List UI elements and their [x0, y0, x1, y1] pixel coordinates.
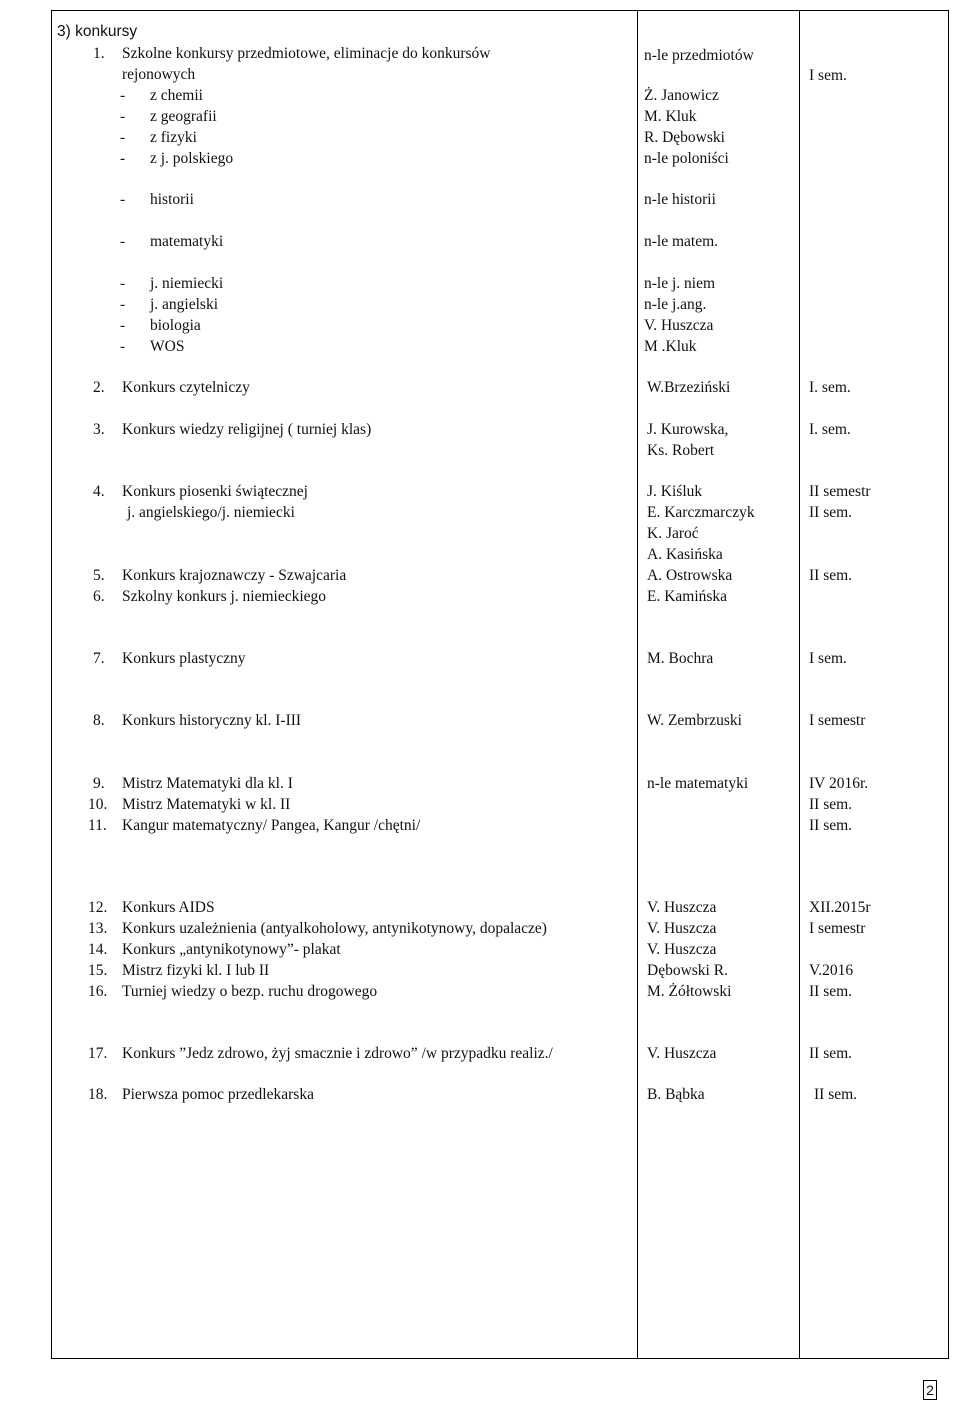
responsible: E. Karczmarczyk [647, 504, 755, 521]
responsible: V. Huszcza [647, 1045, 717, 1062]
item-number: 16. [88, 983, 108, 1000]
term: II semestr [809, 483, 871, 500]
dash: - [120, 317, 126, 334]
sub-item: WOS [150, 338, 185, 355]
dash: - [120, 108, 126, 125]
responsible: M. Bochra [647, 650, 714, 667]
item-number: 2. [93, 379, 105, 396]
term: IV 2016r. [809, 775, 869, 792]
responsible: M .Kluk [644, 338, 697, 355]
item-text: Konkurs wiedzy religijnej ( turniej klas) [122, 421, 372, 438]
item-text: Konkurs ”Jedz zdrowo, żyj smacznie i zdrowo” /w przypadku realiz./ [122, 1045, 553, 1062]
item-text: Konkurs plastyczny [122, 650, 246, 667]
term: I semestr [809, 920, 866, 937]
item-text: Konkurs czytelniczy [122, 379, 250, 396]
section-title: 3) konkursy [57, 23, 138, 40]
item-text: Konkurs AIDS [122, 899, 215, 916]
responsible: n-le historii [644, 191, 716, 208]
responsible: K. Jaroć [647, 525, 699, 542]
sub-item: j. niemiecki [150, 275, 224, 292]
responsible: Dębowski R. [647, 962, 728, 979]
term: II sem. [814, 1086, 858, 1103]
item-number: 15. [88, 962, 108, 979]
item-text: Mistrz fizyki kl. I lub II [122, 962, 270, 979]
responsible: n-le matem. [644, 233, 719, 250]
dash: - [120, 87, 126, 104]
item-text: Konkurs „antynikotynowy”- plakat [122, 941, 341, 958]
item-text: Konkurs historyczny kl. I-III [122, 712, 302, 729]
item-text: j. angielskiego/j. niemiecki [127, 504, 295, 521]
item-number: 11. [88, 817, 107, 834]
responsible: V. Huszcza [644, 317, 714, 334]
item-text: Konkurs piosenki świątecznej [122, 483, 308, 500]
responsible: J. Kiśluk [647, 483, 703, 500]
responsible: Ks. Robert [647, 442, 715, 459]
sub-item: matematyki [150, 233, 224, 250]
term: V.2016 [809, 962, 854, 979]
responsible: Ż. Janowicz [644, 87, 719, 104]
sub-item: z geografii [150, 108, 217, 125]
dash: - [120, 338, 126, 355]
responsible: V. Huszcza [647, 920, 717, 937]
term: II sem. [809, 1045, 853, 1062]
responsible: A. Ostrowska [647, 567, 733, 584]
responsible: M. Kluk [644, 108, 697, 125]
item-number: 6. [93, 588, 105, 605]
term: XII.2015r [809, 899, 871, 916]
item-number: 8. [93, 712, 105, 729]
item-text: Konkurs krajoznawczy - Szwajcaria [122, 567, 347, 584]
column-divider [799, 10, 800, 1359]
term: I semestr [809, 712, 866, 729]
column-divider [637, 10, 638, 1359]
item-number: 18. [88, 1086, 108, 1103]
item-number: 5. [93, 567, 105, 584]
item-text: Mistrz Matematyki w kl. II [122, 796, 291, 813]
term: II sem. [809, 504, 853, 521]
table-frame [51, 10, 949, 1359]
term: II sem. [809, 817, 853, 834]
responsible: n-le przedmiotów [644, 47, 754, 64]
item-number: 14. [88, 941, 108, 958]
item-text: Turniej wiedzy o bezp. ruchu drogowego [122, 983, 378, 1000]
dash: - [120, 191, 126, 208]
responsible: W.Brzeziński [647, 379, 731, 396]
item-text: Mistrz Matematyki dla kl. I [122, 775, 293, 792]
dash: - [120, 129, 126, 146]
responsible: A. Kasińska [647, 546, 723, 563]
responsible: V. Huszcza [647, 941, 717, 958]
term: I sem. [809, 67, 847, 84]
item-number: 4. [93, 483, 105, 500]
item-number: 7. [93, 650, 105, 667]
responsible: n-le matematyki [647, 775, 749, 792]
item-number: 1. [93, 45, 105, 62]
item-number: 3. [93, 421, 105, 438]
term: I sem. [809, 650, 847, 667]
dash: - [120, 150, 126, 167]
sub-item: historii [150, 191, 194, 208]
responsible: W. Zembrzuski [647, 712, 742, 729]
term: II sem. [809, 567, 853, 584]
responsible: E. Kamińska [647, 588, 728, 605]
responsible: R. Dębowski [644, 129, 725, 146]
term: I. sem. [809, 421, 851, 438]
responsible: J. Kurowska, [647, 421, 729, 438]
term: II sem. [809, 983, 853, 1000]
sub-item: z fizyki [150, 129, 197, 146]
responsible: n-le j.ang. [644, 296, 707, 313]
sub-item: z chemii [150, 87, 203, 104]
item-number: 17. [88, 1045, 108, 1062]
sub-item: biologia [150, 317, 201, 334]
item-number: 13. [88, 920, 108, 937]
item-text: Kangur matematyczny/ Pangea, Kangur /chętni/ [122, 817, 421, 834]
item-number: 12. [88, 899, 108, 916]
sub-item: z j. polskiego [150, 150, 234, 167]
dash: - [120, 233, 126, 250]
page-number: 2 [923, 1380, 937, 1400]
item-text: Szkolne konkursy przedmiotowe, eliminacje do konkursów [122, 45, 491, 62]
item-text: Pierwsza pomoc przedlekarska [122, 1086, 314, 1103]
item-number: 10. [88, 796, 108, 813]
responsible: B. Bąbka [647, 1086, 705, 1103]
item-number: 9. [93, 775, 105, 792]
term: I. sem. [809, 379, 851, 396]
sub-item: j. angielski [150, 296, 219, 313]
item-text: Konkurs uzależnienia (antyalkoholowy, antynikotynowy, dopalacze) [122, 920, 547, 937]
term: II sem. [809, 796, 853, 813]
responsible: M. Żółtowski [647, 983, 732, 1000]
item-text: rejonowych [122, 66, 196, 83]
dash: - [120, 275, 126, 292]
responsible: n-le j. niem [644, 275, 716, 292]
item-text: Szkolny konkurs j. niemieckiego [122, 588, 327, 605]
responsible: n-le poloniści [644, 150, 729, 167]
dash: - [120, 296, 126, 313]
responsible: V. Huszcza [647, 899, 717, 916]
